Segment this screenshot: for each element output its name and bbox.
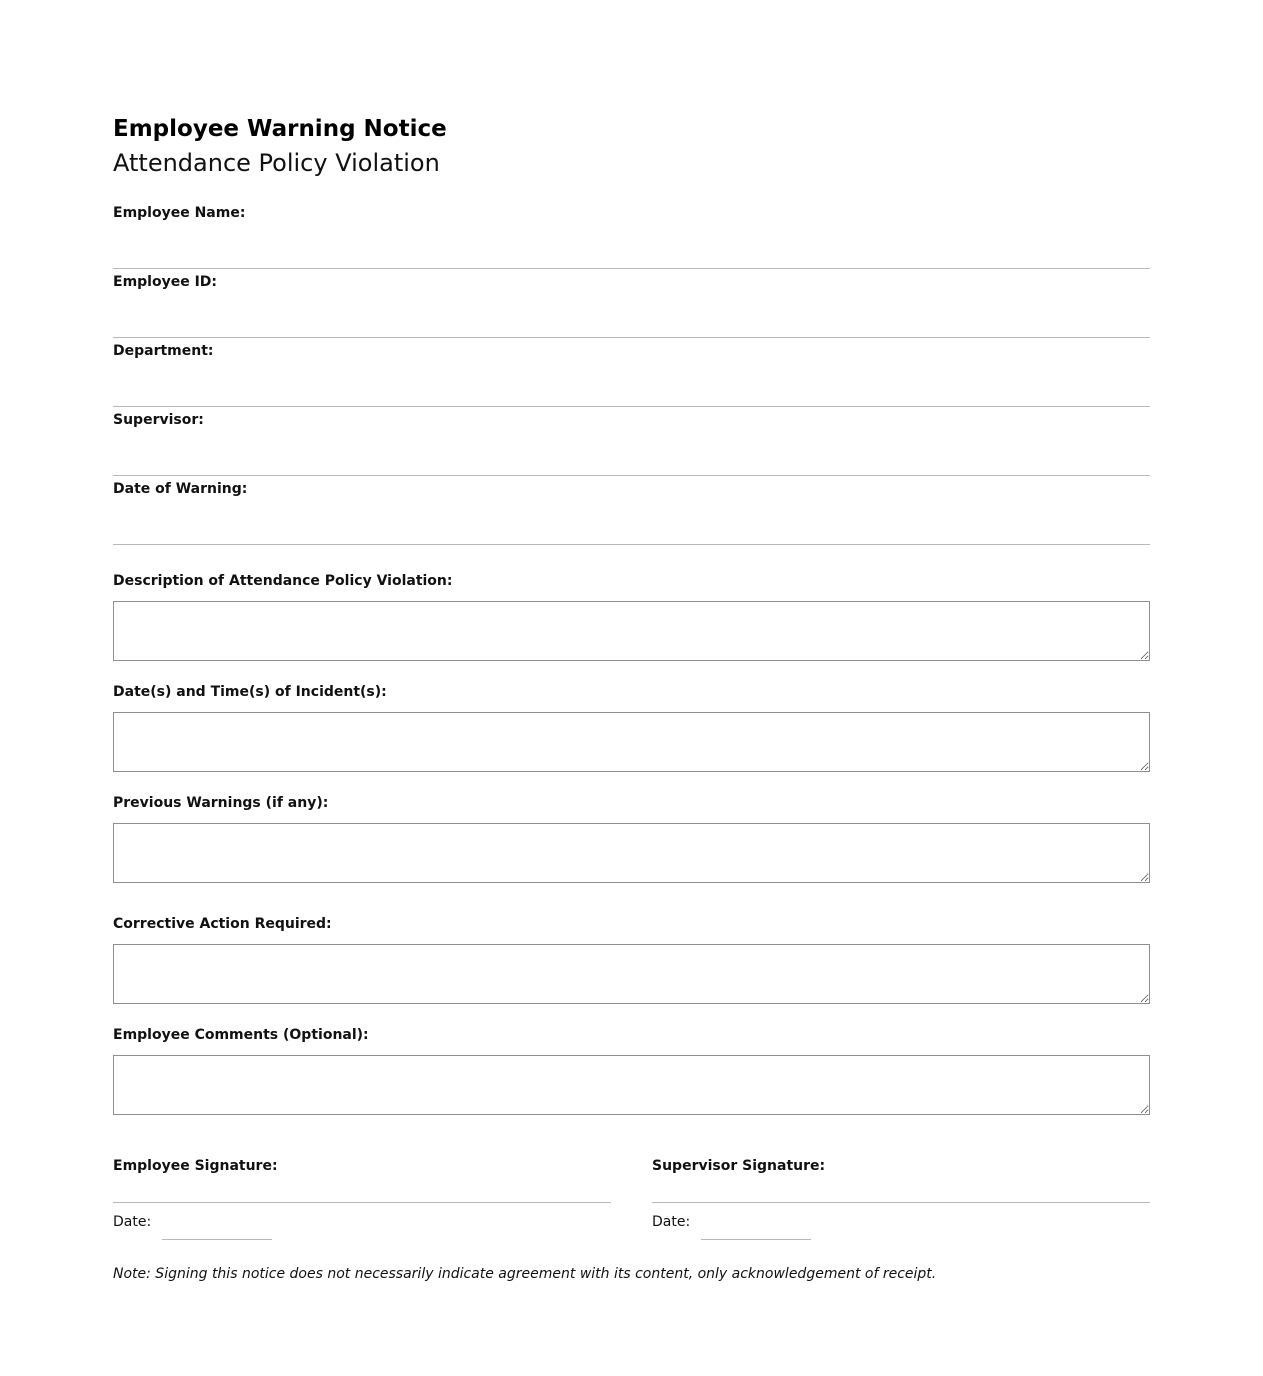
previous-warnings-label: Previous Warnings (if any): [113, 795, 329, 811]
previous-warnings-textarea[interactable] [113, 823, 1150, 883]
corrective-action-block [113, 914, 1150, 1004]
department-field[interactable] [113, 338, 1150, 407]
employee-comments-block [113, 1025, 1150, 1115]
violation-description-textarea[interactable] [113, 601, 1150, 661]
supervisor-signature-date [652, 1212, 1150, 1232]
form-subtitle: Attendance Policy Violation [113, 149, 440, 177]
employee-signature-date [113, 1212, 611, 1232]
supervisor-label: Supervisor: [113, 412, 204, 428]
employee-signature-label: Employee Signature: [113, 1158, 278, 1174]
corrective-action-label: Corrective Action Required: [113, 916, 332, 932]
supervisor-date-line[interactable] [701, 1219, 811, 1240]
employee-signature-line[interactable] [113, 1156, 611, 1203]
previous-warnings-block [113, 793, 1150, 883]
employee-date-line[interactable] [162, 1219, 272, 1240]
employee-name-field[interactable] [113, 200, 1150, 269]
employee-signature-block [113, 1156, 611, 1232]
employee-date-label: Date: [113, 1214, 152, 1230]
form-title: Employee Warning Notice [113, 116, 447, 142]
supervisor-signature-label: Supervisor Signature: [652, 1158, 826, 1174]
employee-name-label: Employee Name: [113, 205, 246, 221]
supervisor-signature-line[interactable] [652, 1156, 1150, 1203]
employee-comments-textarea[interactable] [113, 1055, 1150, 1115]
violation-description-block [113, 571, 1150, 661]
employee-comments-label: Employee Comments (Optional): [113, 1027, 369, 1043]
supervisor-date-label: Date: [652, 1214, 691, 1230]
line-fields [113, 200, 1150, 545]
signature-row [113, 1156, 1150, 1246]
supervisor-field[interactable] [113, 407, 1150, 476]
incident-dates-label: Date(s) and Time(s) of Incident(s): [113, 684, 387, 700]
department-label: Department: [113, 343, 214, 359]
acknowledgement-note: Note: Signing this notice does not necessarily indicate agreement with its content, only acknowledgement of receipt. [113, 1266, 937, 1282]
employee-id-field[interactable] [113, 269, 1150, 338]
date-of-warning-label: Date of Warning: [113, 481, 248, 497]
incident-dates-block [113, 682, 1150, 772]
violation-description-label: Description of Attendance Policy Violation: [113, 573, 453, 589]
incident-dates-textarea[interactable] [113, 712, 1150, 772]
date-of-warning-field[interactable] [113, 476, 1150, 545]
employee-id-label: Employee ID: [113, 274, 218, 290]
corrective-action-textarea[interactable] [113, 944, 1150, 1004]
supervisor-signature-block [652, 1156, 1150, 1232]
form-container [113, 112, 1150, 1115]
